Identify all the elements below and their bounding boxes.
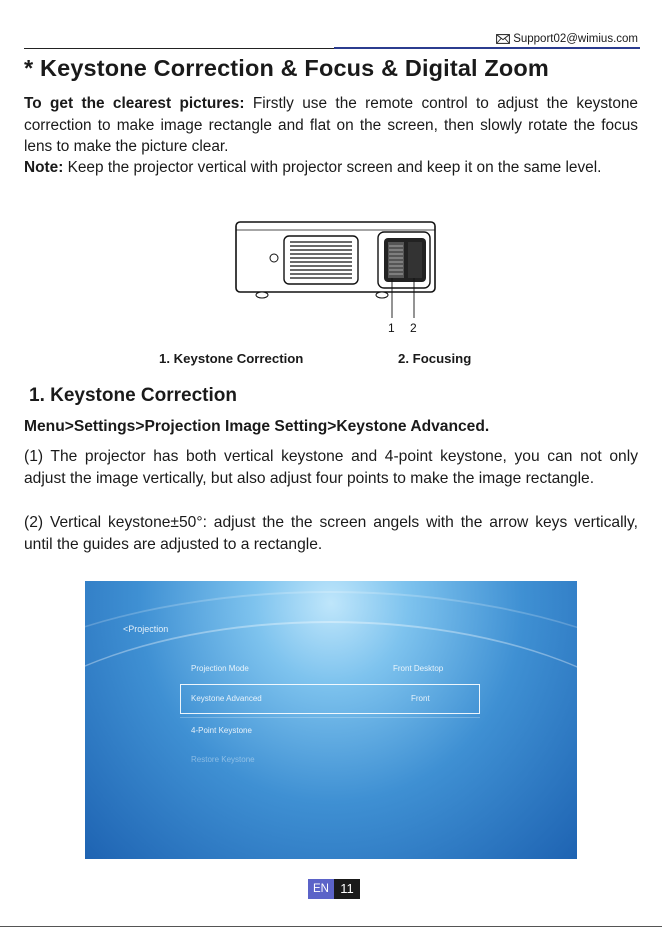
menu-path: Menu>Settings>Projection Image Setting>Keystone Advanced. xyxy=(24,418,490,435)
page-number-badge xyxy=(308,879,360,899)
osd-header: <Projection xyxy=(123,624,169,634)
note-text: Keep the projector vertical with projector screen and keep it on the same level. xyxy=(63,159,602,176)
osd-row-label: 4-Point Keystone xyxy=(191,726,252,735)
callout-1: 1 xyxy=(388,321,395,335)
page-title: * Keystone Correction & Focus & Digital Zoom xyxy=(24,55,549,81)
osd-screenshot xyxy=(85,581,577,859)
support-email-text: Support02@wimius.com xyxy=(513,33,638,45)
support-email xyxy=(496,33,638,45)
note-paragraph xyxy=(24,157,638,179)
intro-lead: To get the clearest pictures: xyxy=(24,95,245,112)
osd-row-label: Projection Mode xyxy=(191,664,249,673)
callout-2: 2 xyxy=(410,321,417,335)
projector-illustration xyxy=(232,218,438,336)
intro-text: Firstly use the remote control to adjust the keystone correction to make image rectangle and flat on the screen, then slowly rotate the focus lens to make the picture clear. xyxy=(24,95,638,155)
section-heading: 1. Keystone Correction xyxy=(29,385,237,406)
osd-row-label: Restore Keystone xyxy=(191,755,255,764)
header-rule-accent xyxy=(334,47,640,49)
intro-paragraph xyxy=(24,93,638,158)
instruction-item-2: (2) Vertical keystone±50°: adjust the the screen angels with the arrow keys vertically, until the guides are adjusted to a rectangle. xyxy=(24,514,638,553)
osd-divider xyxy=(180,717,480,718)
figure-label-focusing: 2. Focusing xyxy=(398,351,472,366)
osd-row-value: Front Desktop xyxy=(393,664,444,673)
mail-icon xyxy=(496,34,510,44)
footer-rule xyxy=(0,926,662,927)
note-lead: Note: xyxy=(24,159,64,176)
figure-label-keystone: 1. Keystone Correction xyxy=(159,351,304,366)
osd-row-value: Front xyxy=(411,694,430,703)
osd-row-label: Keystone Advanced xyxy=(191,694,262,703)
page-number: 11 xyxy=(334,879,360,899)
language-label: EN xyxy=(308,879,334,899)
instruction-item-1: (1) The projector has both vertical keystone and 4-point keystone, you can not only adjust the image vertically, but also adjust four points to make the image rectangle. xyxy=(24,448,638,487)
